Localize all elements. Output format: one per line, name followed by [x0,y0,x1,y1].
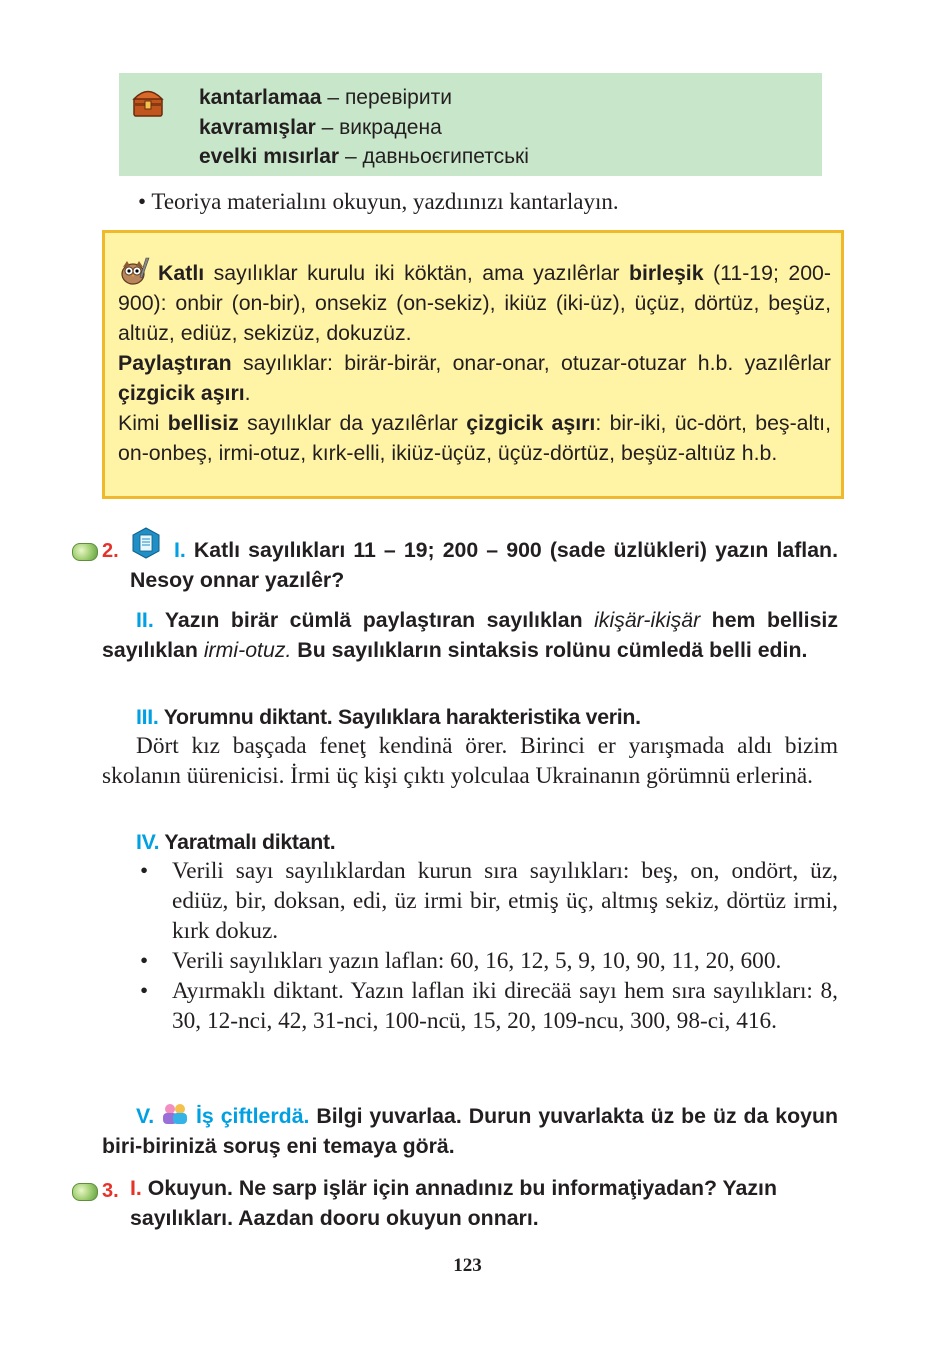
task2-part-1: I. Katlı sayılıkları 11 – 19; 200 – 900 (sade üzlükleri) yazın laflan. Nesoy onnar yazılêr? [130,538,838,592]
task2-part-2: II. Yazın birär cümlä paylaştıran sayılıklan ikişär-ikişär hem bellisiz sayılıklan irmi-otuz. Bu sayılıkların sintaksis rolünu cümledä belli edin. [102,608,838,662]
vocabulary-list [199,83,529,172]
task2-part-4-list [102,856,838,1036]
rule-box [102,230,844,499]
rule-text [118,256,831,468]
list-item: • Verili sayı sayılıklardan kurun sıra sayılıkları: beş, on, ondört, üz, ediüz, bir, doksan, edi, üz irmi bir, etmiş üç, altmış sekiz, dörtüz irmi, kırk dokuz. [140,858,838,944]
task-marker-icon [72,543,98,561]
owl-icon [118,256,152,286]
rule-paragraph: Katlı sayılıklar kurulu iki köktän, ama yazılêrlar birleşik (11-19; 200-900): onbir (on-bir), onsekiz (on-sekiz), ikiüz (iki-üz), üçüz, dörtüz, beşüz, altıüz, ediüz, sekizüz, dokuzüz. [118,256,831,348]
pair-work-icon [161,1103,189,1125]
task-marker [72,1180,119,1203]
dictation-text: Dört kız başçada feneţ kendinä örer. Birinci er yarışmada aldı bizim skolanın üürenicisi. İrmi üç kişi çıktı yolculaa Ukrainanın görümnü erlerinä. [102,733,838,789]
intro-text: Teoriya materialını okuyun, yazdıınızı kantarlayın. [151,189,619,214]
task-number: 2. [102,540,119,562]
vocab-entry: kavramışlar – викрадена [199,115,442,139]
list-item: • Ayırmaklı diktant. Yazın laflan iki direcää sayı hem sıra sayılıkları: 8, 30, 12-nci, 42, 31-nci, 100-ncü, 15, 20, 109-ncu, 300, 98-ci, 416. [140,978,838,1034]
task-marker-icon [72,1183,98,1201]
task2-part-4-title: IV. Yaratmalı diktant. [136,830,336,854]
rule-paragraph: Kimi bellisiz sayılıklar da yazılêrlar çizgicik aşırı: bir-iki, üc-dört, beş-altı, on-onbeş, irmi-otuz, kırk-elli, ikiüz-üçüz, üçüz-dörtüz, beşüz-altıüz h.b. [118,411,831,465]
treasure-chest-icon [131,85,165,119]
intro-instruction [138,187,619,217]
vocab-entry: evelki mısırlar – давньоєгипетські [199,145,529,168]
vocab-entry: kantarlamaa – перевірити [199,86,452,109]
task3-part-1: I. Okuyun. Ne sarp işlär için annadınız bu informaţiyadan? Yazın sayılıkları. Aazdan dooru okuyun onnarı. [130,1176,777,1230]
rule-paragraph: Paylaştıran sayılıklar: birär-birär, onar-onar, otuzar-otuzar h.b. yazılêrlar çizgicik aşırı. [118,351,831,405]
task2-part-5: V. İş çiftlerdä. Bilgi yuvarlaa. Durun yuvarlakta üz be üz da koyun biri-birinizä soruş eni temaya görä. [102,1104,838,1158]
page-number: 123 [453,1255,482,1276]
list-item: • Verili sayılıkları yazın laflan: 60, 16, 12, 5, 9, 10, 90, 11, 20, 600. [140,948,782,974]
task-marker [72,540,119,563]
task-number: 3. [102,1180,119,1202]
vocabulary-box [119,73,822,176]
bullet-mark: • [138,189,147,214]
task2-part-3-title: III. Yorumnu diktant. Sayılıklara harakteristika verin. [136,705,641,729]
